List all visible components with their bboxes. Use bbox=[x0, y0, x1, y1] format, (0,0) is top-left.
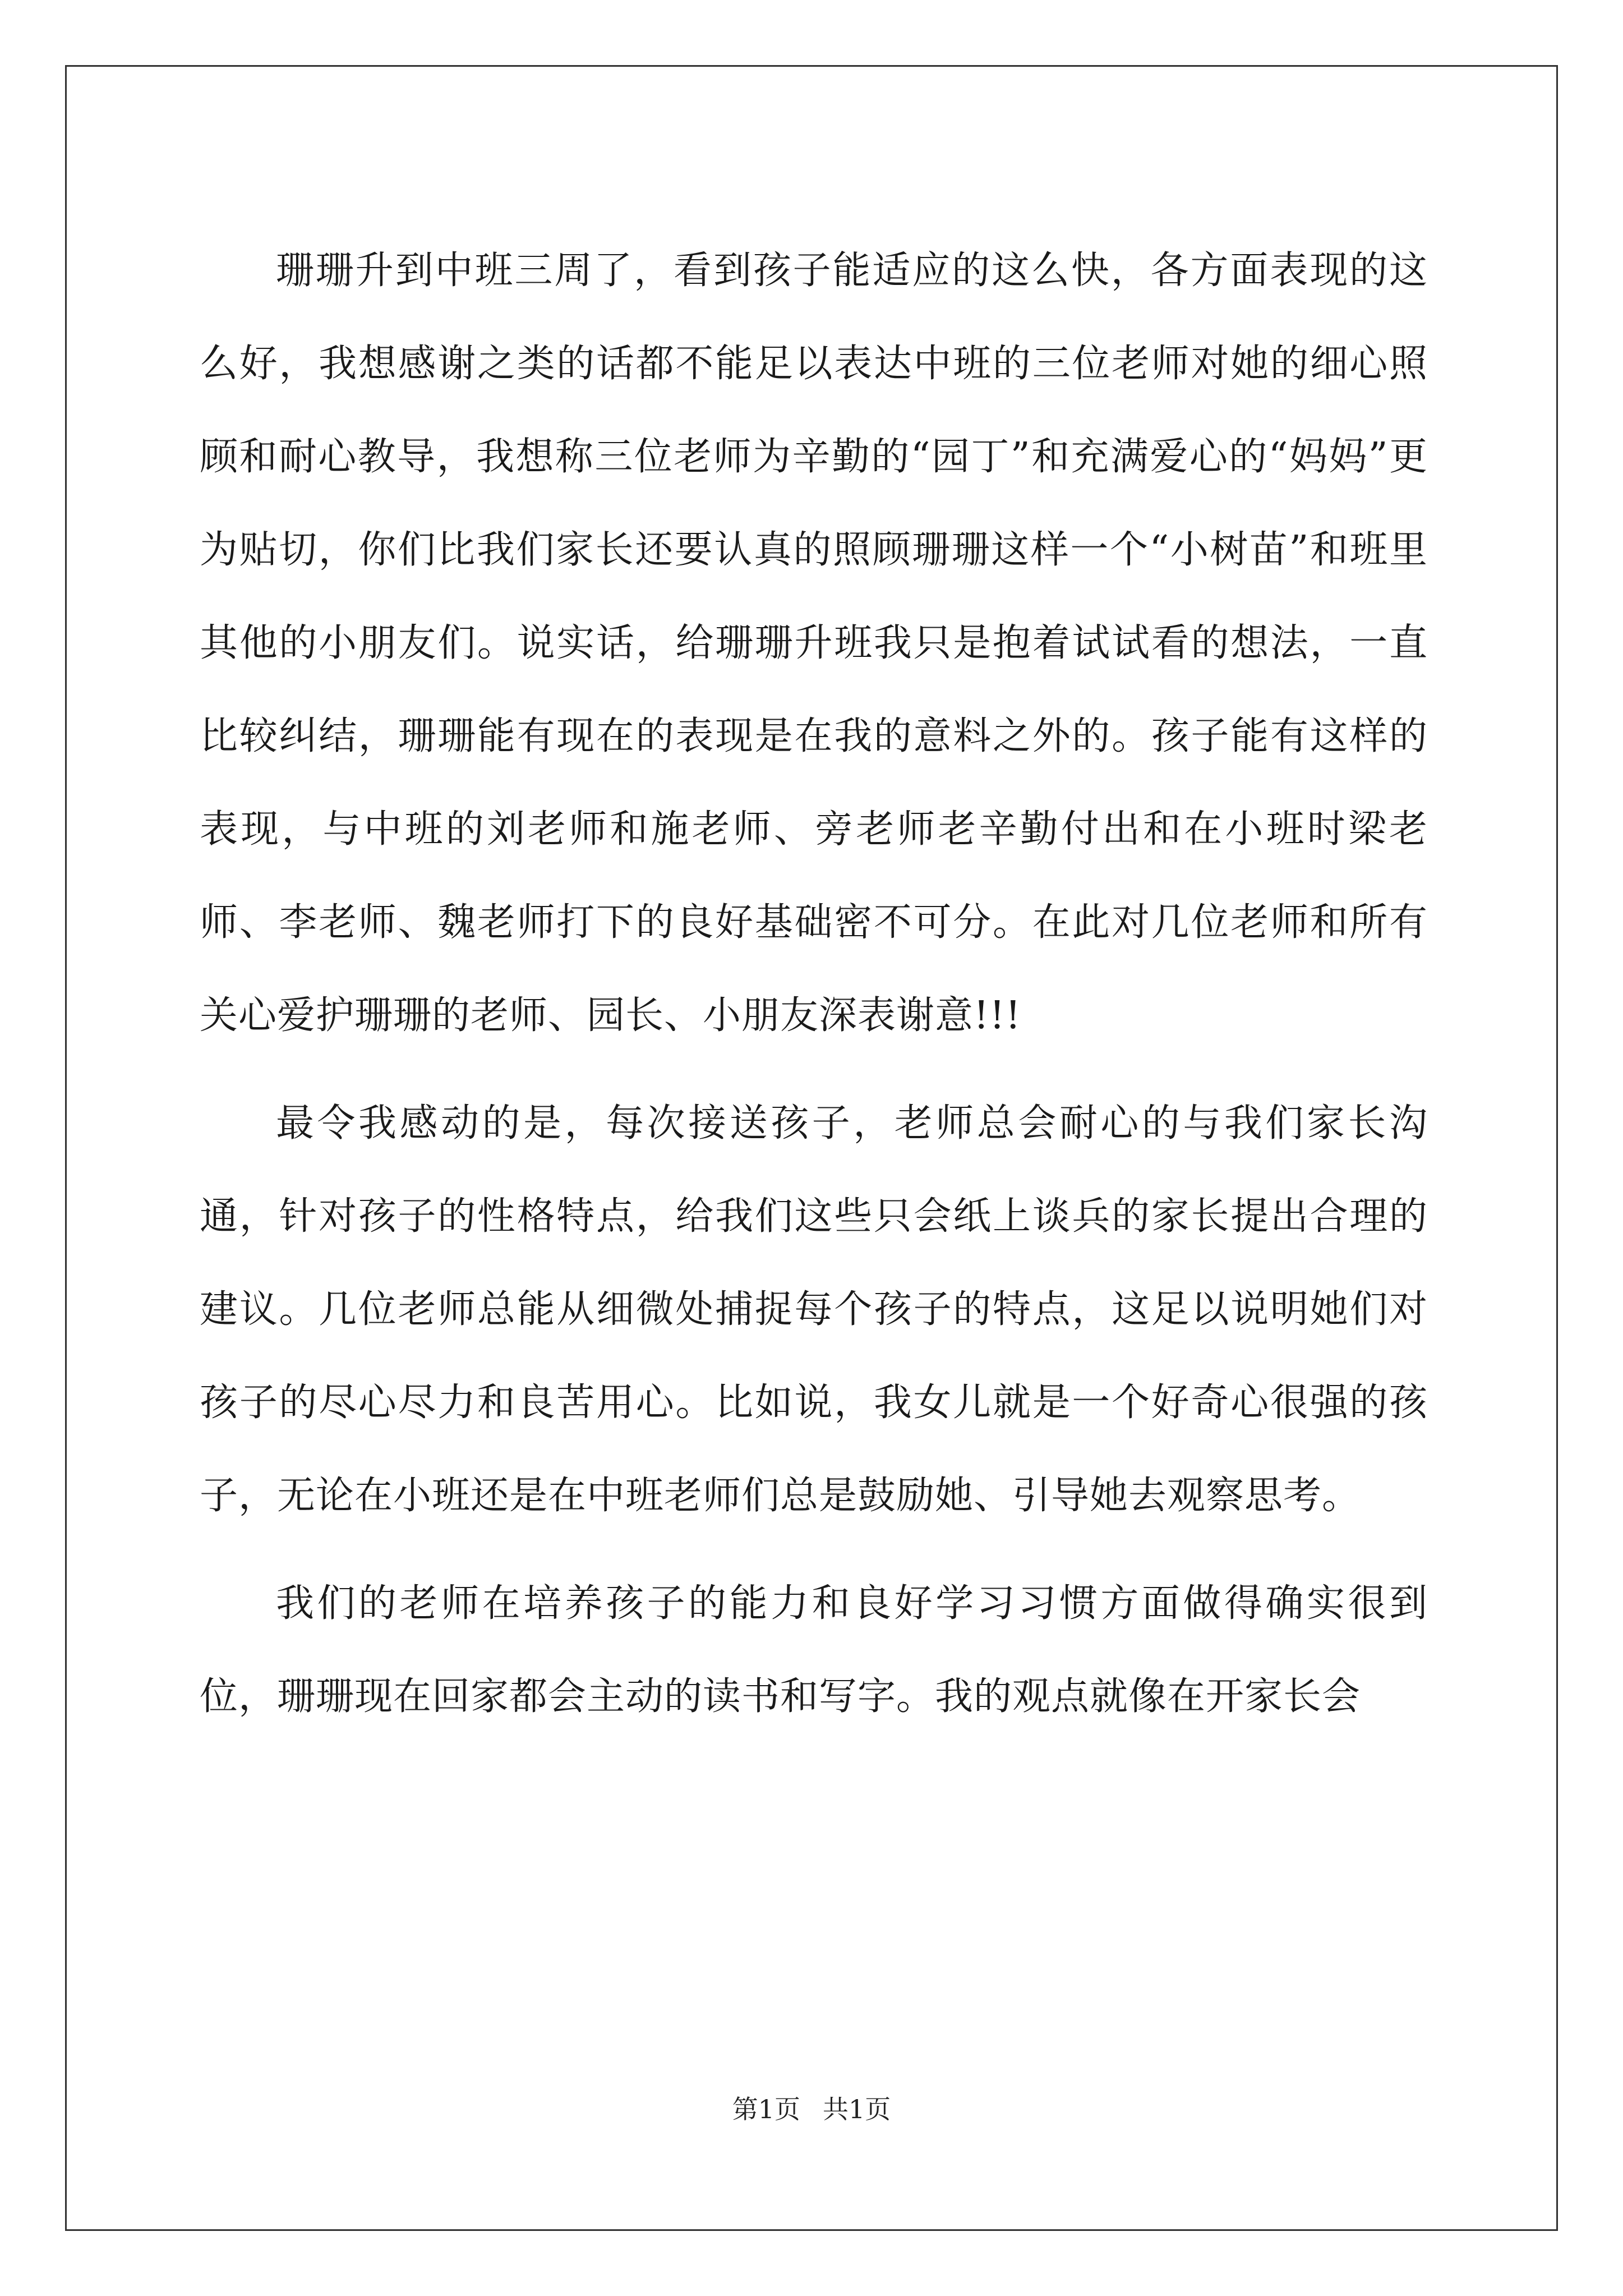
paragraph-1: 珊珊升到中班三周了，看到孩子能适应的这么快，各方面表现的这么好，我想感谢之类的话都不能足以表达中班的三位老师对她的细心照顾和耐心教导，我想称三位老师为辛勤的“园丁”和充满爱心的“妈妈”更为贴切，你们比我们家长还要认真的照顾珊珊这样一个“小树苗”和班里其他的小朋友们。说实话，给珊珊升班我只是抱着试试看的想法，一直比较纠结，珊珊能有现在的表现是在我的意料之外的。孩子能有这样的表现，与中班的刘老师和施老师、旁老师老辛勤付出和在小班时梁老师、李老师、魏老师打下的良好基础密不可分。在此对几位老师和所有关心爱护珊珊的老师、园长、小朋友深表谢意!!! bbox=[200, 249, 1428, 1038]
page-footer bbox=[0, 2092, 1623, 2126]
page-number: 第1页 bbox=[732, 2094, 800, 2124]
document-body bbox=[200, 224, 1428, 1743]
page-total: 共1页 bbox=[823, 2094, 891, 2124]
paragraph-2: 最令我感动的是，每次接送孩子，老师总会耐心的与我们家长沟通，针对孩子的性格特点，给我们这些只会纸上谈兵的家长提出合理的建议。几位老师总能从细微处捕捉每个孩子的特点，这足以说明她们对孩子的尽心尽力和良苦用心。比如说，我女儿就是一个好奇心很强的孩子，无论在小班还是在中班老师们总是鼓励她、引导她去观察思考。 bbox=[200, 1101, 1428, 1518]
paragraph-3: 我们的老师在培养孩子的能力和良好学习习惯方面做得确实很到位，珊珊现在回家都会主动的读书和写字。我的观点就像在开家长会 bbox=[200, 1581, 1428, 1719]
